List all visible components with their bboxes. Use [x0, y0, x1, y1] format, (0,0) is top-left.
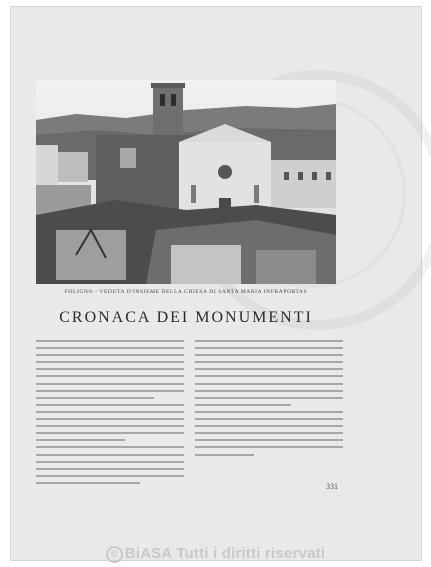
- text-line: [36, 354, 184, 356]
- text-line: [195, 446, 343, 448]
- text-line: [36, 340, 184, 342]
- text-line: [36, 361, 184, 363]
- text-column-left: [36, 340, 184, 489]
- text-line: [195, 390, 343, 392]
- text-line: [195, 418, 343, 420]
- text-line: [195, 411, 343, 413]
- text-line: [36, 446, 184, 448]
- text-line: [36, 482, 140, 484]
- text-line: [36, 418, 184, 420]
- text-line: [195, 432, 343, 434]
- text-line: [195, 368, 343, 370]
- article-title: CRONACA DEI MONUMENTI: [59, 309, 313, 326]
- text-line: [36, 404, 184, 406]
- copyright-icon: ©: [106, 546, 123, 563]
- text-column-right: [195, 340, 343, 461]
- text-line: [36, 368, 184, 370]
- text-line: [195, 354, 343, 356]
- text-line: [36, 425, 184, 427]
- text-line: [36, 439, 125, 441]
- text-line: [36, 475, 184, 477]
- watermark-bottom: [0, 545, 431, 563]
- text-line: [36, 347, 184, 349]
- text-line: [195, 361, 343, 363]
- text-line: [36, 397, 154, 399]
- text-line: [195, 375, 343, 377]
- church-photo: [36, 80, 336, 284]
- watermark-text-bottom: BiASA Tutti i diritti riservati: [124, 545, 326, 562]
- text-line: [195, 425, 343, 427]
- text-line: [36, 411, 184, 413]
- text-line: [195, 347, 343, 349]
- photo-caption: FOLIGNO - VEDUTA D'INSIEME DELLA CHIESA DI SANTA MARIA INFRAPORTAS: [64, 289, 308, 295]
- text-line: [36, 468, 184, 470]
- text-line: [195, 404, 291, 406]
- text-line: [195, 439, 343, 441]
- text-line: [36, 432, 184, 434]
- text-line: [195, 340, 343, 342]
- text-line: [195, 397, 343, 399]
- text-line: [36, 454, 184, 456]
- page-number: 331: [326, 482, 338, 491]
- text-line: [36, 383, 184, 385]
- text-line: [36, 390, 184, 392]
- text-line: [36, 461, 184, 463]
- text-line: [36, 375, 184, 377]
- church-photo-image: [36, 80, 336, 284]
- text-line: [195, 454, 254, 456]
- text-line: [195, 383, 343, 385]
